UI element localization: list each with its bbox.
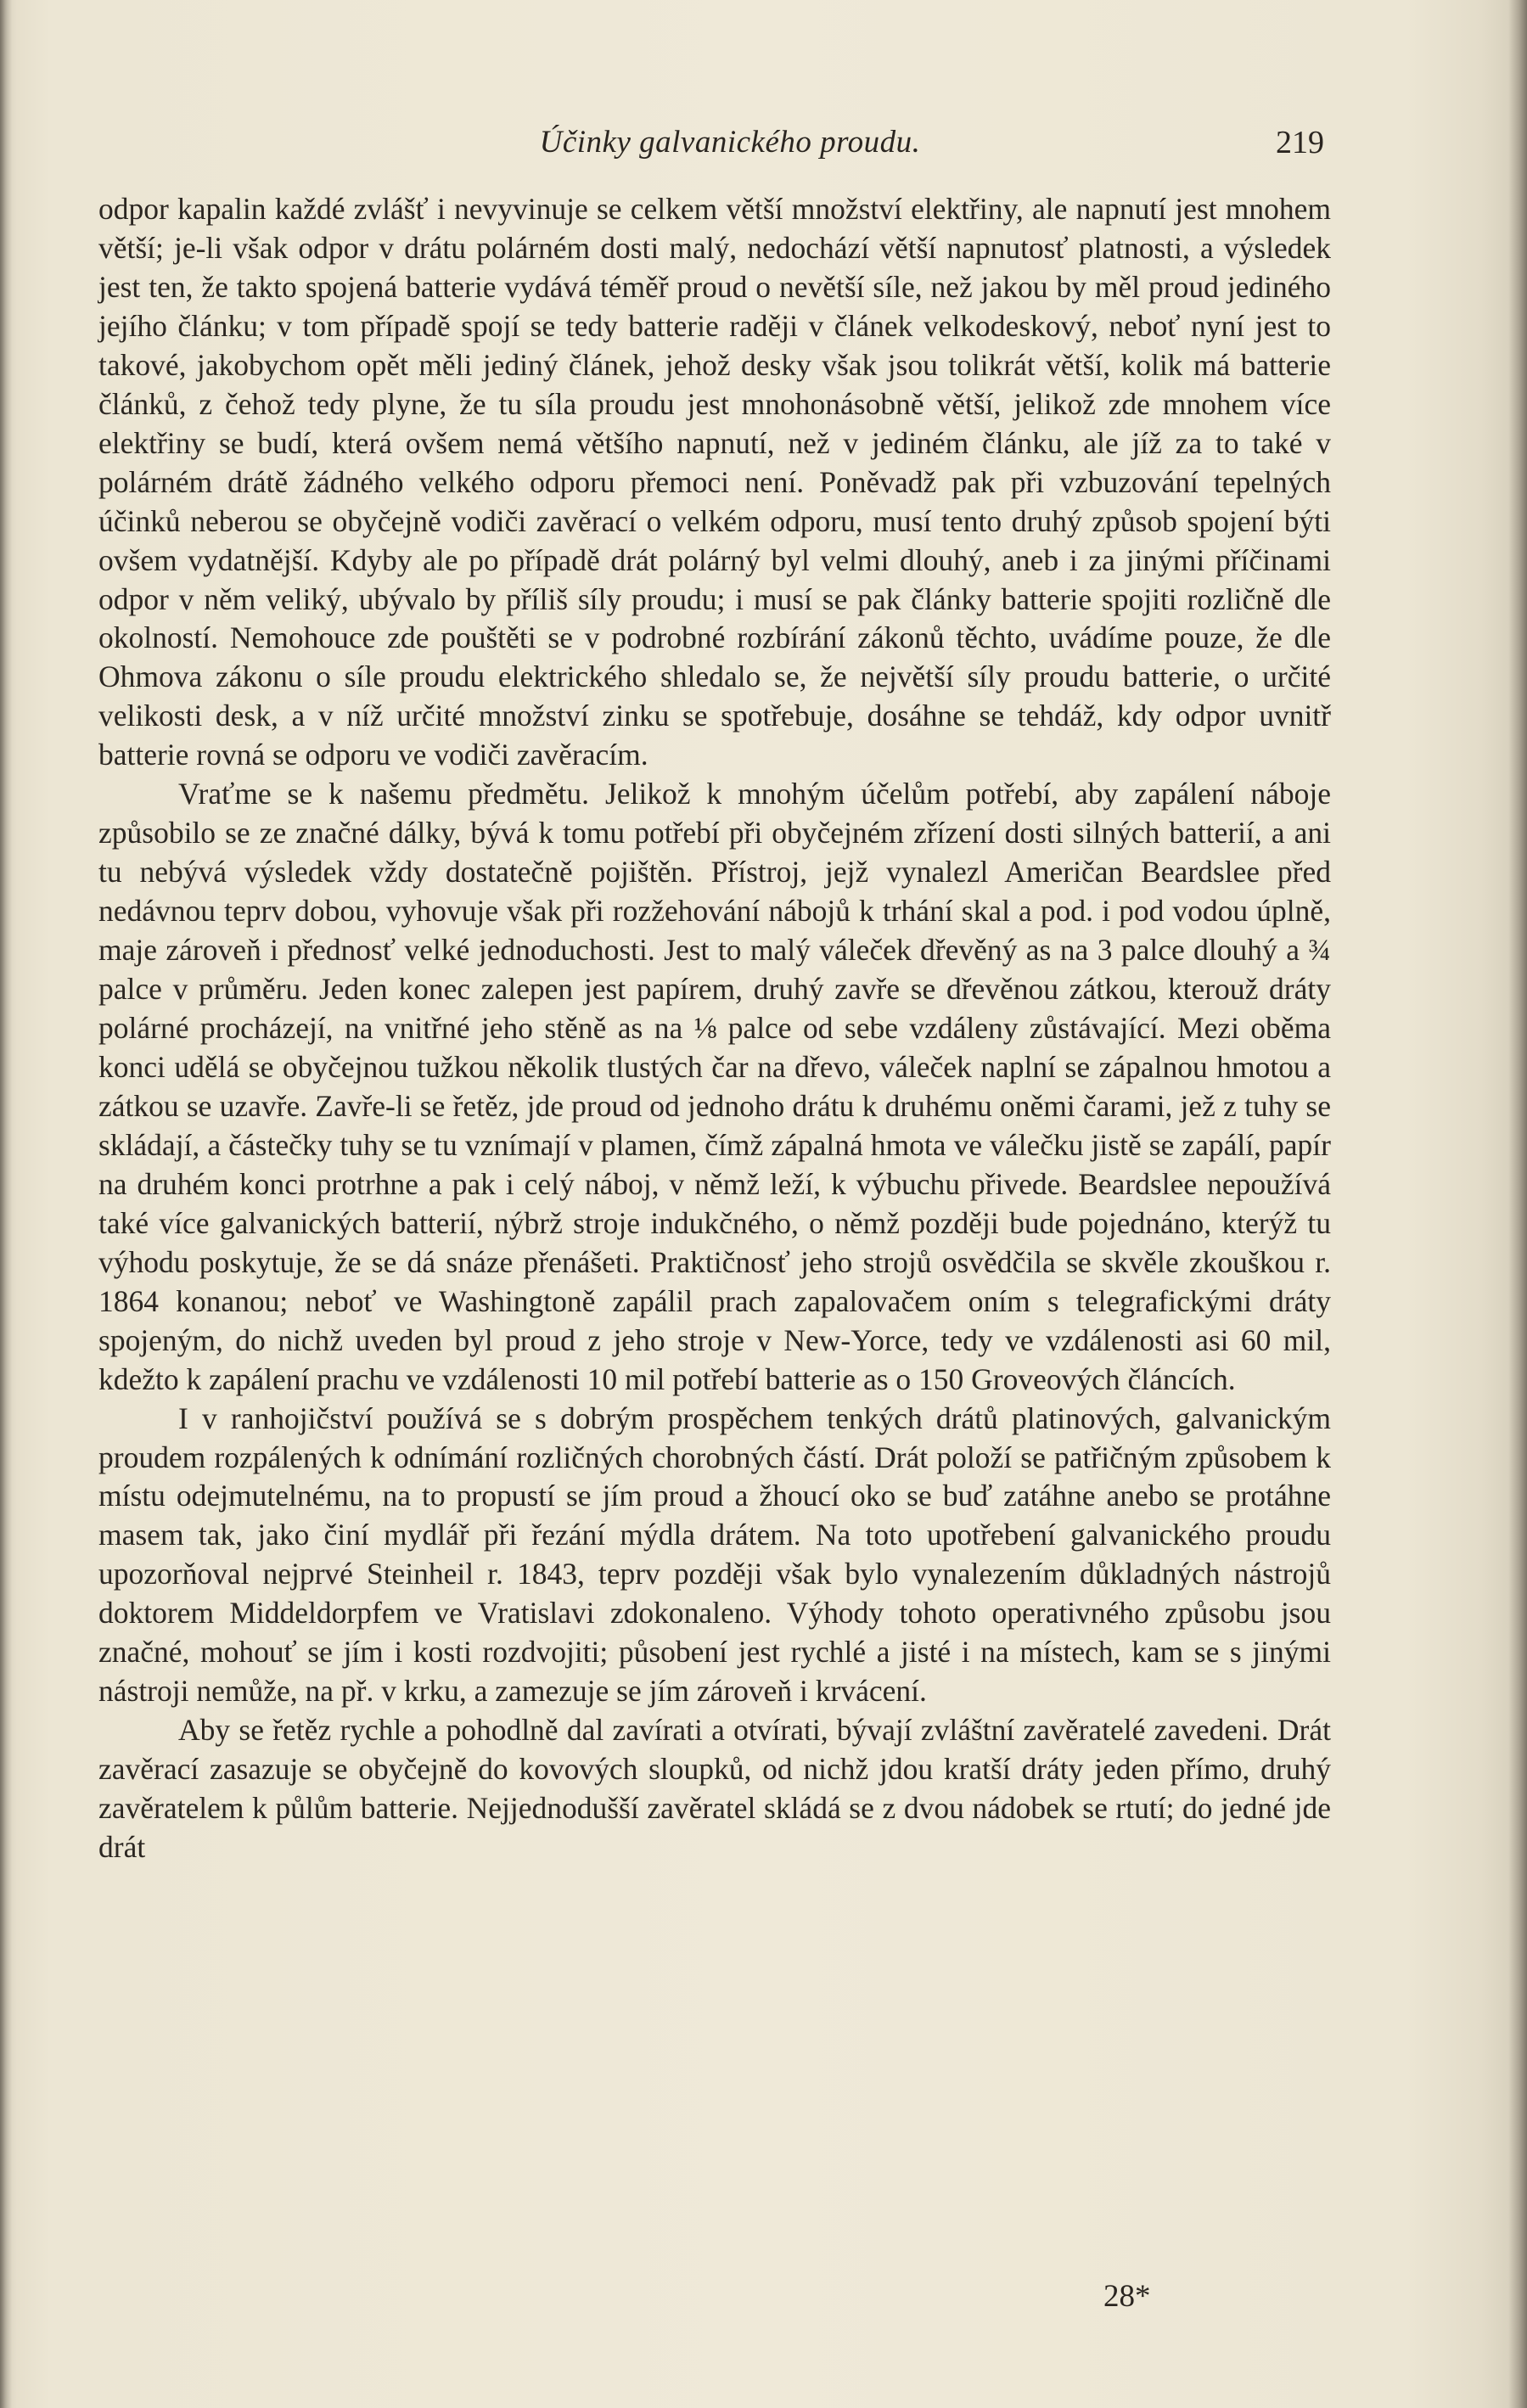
- paragraph-1: odpor kapalin každé zvlášť i nevyvinuje se celkem větší množství elektřiny, ale napnutí jest mnohem větší; je-li však odpor v drátu polárném dosti malý, nedochází větší napnutosť platnosti, a výsledek jest ten, že takto spojená batterie vydává téměř proud o nevětší síle, než jakou by měl proud jediného jejího článku; v tom případě spojí se tedy batterie raději v článek velkodeskový, neboť nyní jest to takové, jakobychom opět měli jediný článek, jehož desky však jsou tolikrát větší, kolik má batterie článků, z čehož tedy plyne, že tu síla proudu jest mnohonásobně větší, jelikož zde mnohem více elektřiny se budí, která ovšem nemá většího napnutí, než v jediném článku, ale jíž za to také v polárném drátě žádného velkého odporu přemoci není. Poněvadž pak při vzbuzování tepelných účinků neberou se obyčejně vodiči zavěrací o velkém odporu, musí tento druhý způsob spojení býti ovšem vydatnější. Kdyby ale po případě drát polárný byl velmi dlouhý, aneb i za jinými příčinami odpor v něm veliký, ubývalo by příliš síly proudu; i musí se pak články batterie spojiti rozličně dle okolností. Nemohouce zde pouštěti se v podrobné rozbírání zákonů těchto, uvádíme pouze, že dle Ohmova zákonu o síle proudu elektrického shledalo se, že největší síly proudu batterie, o určité velikosti desk, a v níž určité množství zinku se spotřebuje, dosáhne se tehdáž, kdy odpor uvnitř batterie rovná se odporu ve vodiči zavěracím.: [98, 192, 1331, 772]
- running-title: Účinky galvanického proudu.: [539, 125, 921, 160]
- signature-mark: 28*: [1103, 2279, 1151, 2314]
- page-right-edge-shadow: [1508, 0, 1527, 2408]
- paragraph-4: Aby se řetěz rychle a pohodlně dal zavírati a otvírati, bývají zvláštní zavěratelé zavedeni. Drát zavěrací zasazuje se obyčejně do kovových sloupků, od nichž jdou kratší dráty jeden přímo, druhý zavěratelem k půlům batterie. Nejjednodušší zavěratel skládá se z dvou nádobek se rtutí; do jedné jde drát: [98, 1713, 1331, 1865]
- paragraph-2: Vraťme se k našemu předmětu. Jelikož k mnohým účelům potřebí, aby zapálení náboje způsobilo se ze značné dálky, bývá k tomu potřebí při obyčejném zřízení dosti silných batterií, a ani tu nebývá výsledek vždy dostatečně pojištěn. Přístroj, jejž vynalezl Američan Beardslee před nedávnou teprv dobou, vyhovuje však při rozžehování nábojů k trhání skal a pod. i pod vodou úplně, maje zároveň i přednosť velké jednoduchosti. Jest to malý váleček dřevěný as na 3 palce dlouhý a ¾ palce v průměru. Jeden konec zalepen jest papírem, druhý zavře se dřevěnou zátkou, kterouž dráty polárné procházejí, na vnitřné jeho stěně as na ⅛ palce od sebe vzdáleny zůstávající. Mezi oběma konci udělá se obyčejnou tužkou několik tlustých čar na dřevo, váleček naplní se zápalnou hmotou a zátkou se uzavře. Zavře-li se řetěz, jde proud od jednoho drátu k druhému oněmi čarami, jež z tuhy se skládají, a částečky tuhy se tu vznímají v plamen, čímž zápalná hmota ve válečku jistě se zapálí, papír na druhém konci protrhne a pak i celý náboj, v němž leží, k výbuchu přivede. Beardslee nepoužívá také více galvanických batterií, nýbrž stroje indukčného, o němž později bude pojednáno, kterýž tu výhodu poskytuje, že se dá snáze přenášeti. Praktičnosť jeho strojů osvědčila se skvěle zkouškou r. 1864 konanou; neboť ve Washingtoně zapálil prach zapalovačem oním s telegrafickými dráty spojeným, do nichž uveden byl proud z jeho stroje v New-Yorce, tedy ve vzdálenosti asi 60 mil, kdežto k zapálení prachu ve vzdálenosti 10 mil potřebí batterie as o 150 Groveových článcích.: [98, 777, 1331, 1396]
- page-left-edge-shadow: [0, 0, 12, 2408]
- paragraph-3: I v ranhojičství používá se s dobrým prospěchem tenkých drátů platinových, galvanickým proudem rozpálených k odnímání rozličných chorobných částí. Drát položí se patřičným způsobem k místu odejmutelnému, na to propustí se jím proud a žhoucí oko se buď zatáhne anebo se protáhne masem tak, jako činí mydlář při řezání mýdla drátem. Na toto upotřebení galvanického proudu upozorňoval nejprvé Steinheil r. 1843, teprv později však bylo vynalezením důkladných nástrojů doktorem Middeldorpfem ve Vratislavi zdokonaleno. Výhody tohoto operativného způsobu jsou značné, mohouť se jím i kosti rozdvojiti; působení jest rychlé a jisté i na místech, kam se s jinými nástroji nemůže, na př. v krku, a zamezuje se jím zároveň i krvácení.: [98, 1400, 1331, 1709]
- page-header: [0, 124, 1527, 166]
- page-number: 219: [1276, 125, 1324, 160]
- body-text: [98, 190, 1331, 1867]
